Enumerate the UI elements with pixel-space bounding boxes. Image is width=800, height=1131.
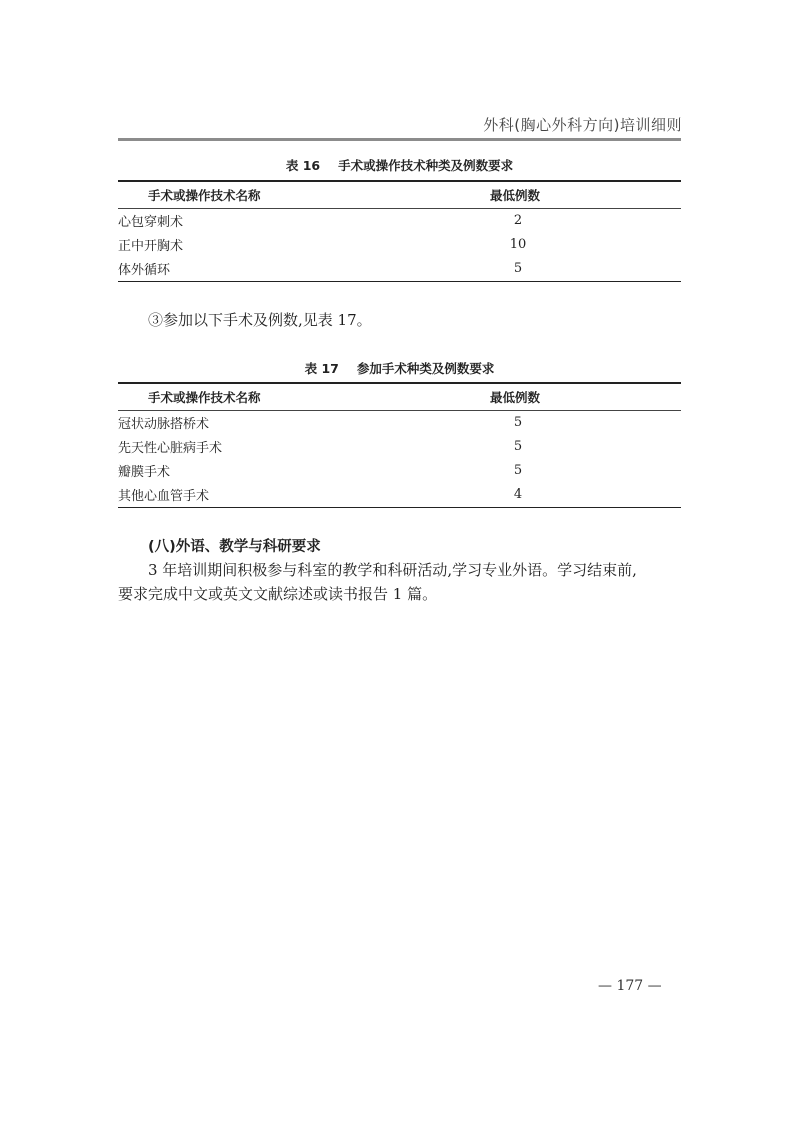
page-number: — 177 —: [598, 978, 662, 994]
body-paragraph-line-2: 要求完成中文或英文文献综述或读书报告 1 篇。: [118, 585, 438, 603]
table-row: [118, 233, 681, 257]
table-bottom-rule: [118, 281, 681, 283]
row-name: 正中开胸术: [118, 239, 184, 255]
body-paragraph-line-1: 3 年培训期间积极参与科室的教学和科研活动,学习专业外语。学习结束前,: [148, 561, 637, 579]
table-bottom-rule: [118, 507, 681, 509]
table-17-caption: [118, 359, 681, 377]
running-header: 外科(胸心外科方向)培训细则: [483, 116, 682, 134]
row-min: 5: [513, 439, 523, 455]
table-17-number: 表 17: [304, 361, 339, 376]
row-min: 4: [513, 487, 523, 503]
table-16-title: 手术或操作技术种类及例数要求: [338, 158, 514, 173]
table-16: [118, 180, 681, 282]
column-header-min: 最低例数: [490, 187, 541, 203]
section-heading: (八)外语、教学与科研要求: [148, 539, 321, 555]
table-row: [118, 483, 681, 507]
table-17: [118, 382, 681, 508]
table-16-number: 表 16: [285, 158, 321, 173]
item-3-text: ③参加以下手术及例数,见表 17。: [148, 311, 372, 329]
table-17-title: 参加手术种类及例数要求: [356, 361, 495, 376]
table-row: [118, 209, 681, 233]
header-rule: [118, 138, 681, 141]
column-header-min: 最低例数: [490, 389, 541, 405]
table-row: [118, 459, 681, 483]
column-header-name: 手术或操作技术名称: [148, 389, 261, 405]
row-min: 5: [513, 463, 523, 479]
row-min: 10: [509, 237, 527, 253]
table-row: [118, 435, 681, 459]
table-header-row: [118, 384, 681, 410]
table-row: [118, 257, 681, 281]
table-16-caption: [118, 156, 681, 174]
row-name: 瓣膜手术: [118, 465, 171, 481]
row-name: 先天性心脏病手术: [118, 441, 223, 457]
row-name: 冠状动脉搭桥术: [118, 417, 210, 433]
row-name: 其他心血管手术: [118, 489, 210, 505]
row-min: 5: [513, 415, 523, 431]
row-min: 5: [513, 261, 523, 277]
column-header-name: 手术或操作技术名称: [148, 187, 261, 203]
row-min: 2: [513, 213, 523, 229]
table-row: [118, 411, 681, 435]
row-name: 心包穿刺术: [118, 215, 184, 231]
table-header-row: [118, 182, 681, 208]
row-name: 体外循环: [118, 263, 171, 279]
